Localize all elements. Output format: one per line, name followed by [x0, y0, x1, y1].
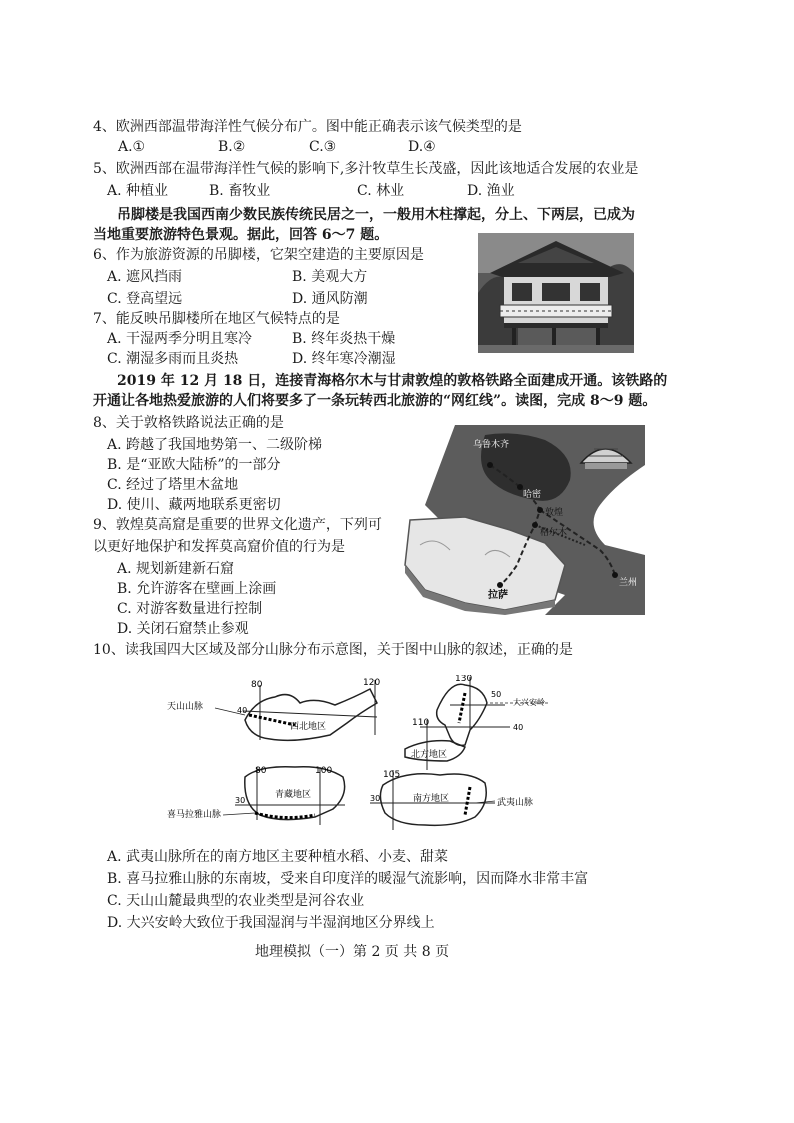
south-lon: 105	[383, 770, 401, 780]
city-golmud: 格尔木	[540, 528, 568, 538]
passage2-line2: 开通让各地热爱旅游的人们将要多了一条玩转西北旅游的“网红线”。读图，完成 8～9 题。	[93, 393, 657, 409]
city-hami: 哈密	[523, 490, 542, 500]
q9-option-b[interactable]: B. 允许游客在壁画上涂画	[117, 581, 277, 597]
q5-option-a[interactable]: A. 种植业	[107, 183, 169, 199]
q6-option-a[interactable]: A. 遮风挡雨	[107, 269, 183, 285]
qz-lon2: 100	[315, 766, 333, 776]
q4-stem: 4、欧洲西部温带海洋性气候分布广。图中能正确表示该气候类型的是	[93, 119, 522, 135]
south-region-label: 南方地区	[413, 794, 450, 804]
q4-option-a[interactable]: A.①	[118, 139, 146, 155]
q8-option-a[interactable]: A. 跨越了我国地势第一、二级阶梯	[107, 437, 323, 453]
q6-option-c[interactable]: C. 登高望远	[107, 291, 183, 307]
north-lon1: 130	[455, 675, 473, 684]
q4-option-c[interactable]: C.③	[309, 139, 337, 155]
q5-option-d[interactable]: D. 渔业	[467, 183, 515, 199]
q5-option-c[interactable]: C. 林业	[357, 183, 405, 199]
q6-option-d[interactable]: D. 通风防潮	[292, 291, 368, 307]
q7-option-b[interactable]: B. 终年炎热干燥	[292, 331, 396, 347]
qz-lon1: 80	[255, 766, 267, 776]
north-lat2: 40	[513, 723, 524, 732]
south-region	[370, 770, 533, 830]
q9-stem-line1: 9、敦煌莫高窟是重要的世界文化遗产，下列可	[93, 517, 382, 533]
nw-region-label: 西北地区	[290, 722, 327, 732]
q7-option-a[interactable]: A. 干湿两季分明且寒冷	[107, 331, 253, 347]
nw-lon2: 120	[363, 678, 381, 688]
q6-stem: 6、作为旅游资源的吊脚楼，它架空建造的主要原因是	[93, 247, 424, 263]
himalaya-label: 喜马拉雅山脉	[167, 810, 222, 820]
north-region	[405, 675, 550, 770]
passage1-line2: 当地重要旅游特色景观。据此，回答 6～7 题。	[93, 227, 389, 243]
north-lat1: 50	[491, 690, 502, 699]
wuyi-label: 武夷山脉	[497, 798, 534, 808]
q10-option-b[interactable]: B. 喜马拉雅山脉的东南坡，受来自印度洋的暖湿气流影响，因而降水非常丰富	[107, 871, 589, 887]
daxinganling-label: 大兴安岭	[513, 698, 545, 707]
nw-lon1: 80	[251, 680, 263, 690]
q4-option-d[interactable]: D.④	[408, 139, 436, 155]
q9-option-c[interactable]: C. 对游客数量进行控制	[117, 601, 263, 617]
q4-option-b[interactable]: B.②	[218, 139, 246, 155]
city-lhasa: 拉萨	[488, 590, 508, 601]
q5-option-b[interactable]: B. 畜牧业	[209, 183, 271, 199]
qz-region-label: 青藏地区	[275, 790, 312, 800]
city-lanzhou: 兰州	[619, 578, 638, 588]
stilt-house-photo	[478, 233, 634, 353]
q10-stem: 10、读我国四大区域及部分山脉分布示意图，关于图中山脉的叙述，正确的是	[93, 642, 573, 658]
q5-stem: 5、欧洲西部在温带海洋性气候的影响下,多汁牧草生长茂盛，因此该地适合发展的农业是	[93, 161, 639, 177]
q7-option-d[interactable]: D. 终年寒冷潮湿	[292, 351, 396, 367]
passage1-line1: 吊脚楼是我国西南少数民族传统民居之一，一般用木柱撑起，分上、下两层，已成为	[117, 207, 635, 223]
page-footer: 地理模拟（一）第 2 页 共 8 页	[255, 944, 450, 960]
q10-option-c[interactable]: C. 天山山麓最典型的农业类型是河谷农业	[107, 893, 365, 909]
south-lat: 30	[370, 794, 381, 803]
passage2-line1: 2019 年 12 月 18 日，连接青海格尔木与甘肃敦煌的敦格铁路全面建成开通。该铁路的	[117, 373, 668, 389]
q6-option-b[interactable]: B. 美观大方	[292, 269, 368, 285]
northwest-region	[167, 678, 380, 740]
q10-option-d[interactable]: D. 大兴安岭大致位于我国湿润与半湿润地区分界线上	[107, 915, 435, 931]
railway-map	[395, 425, 645, 615]
q7-option-c[interactable]: C. 潮湿多雨而且炎热	[107, 351, 239, 367]
nw-lat: 40	[237, 706, 248, 715]
q9-option-d[interactable]: D. 关闭石窟禁止参观	[117, 621, 249, 637]
north-region-label: 北方地区	[411, 750, 448, 760]
q8-option-c[interactable]: C. 经过了塔里木盆地	[107, 477, 239, 493]
four-regions-map	[165, 675, 565, 845]
qz-lat: 30	[235, 796, 246, 805]
tianshan-label: 天山山脉	[167, 702, 204, 712]
q7-stem: 7、能反映吊脚楼所在地区气候特点的是	[93, 311, 340, 327]
q8-option-b[interactable]: B. 是“亚欧大陆桥”的一部分	[107, 457, 281, 473]
city-dunhuang: 敦煌	[545, 508, 564, 518]
q8-option-d[interactable]: D. 使川、藏两地联系更密切	[107, 497, 281, 513]
q10-option-a[interactable]: A. 武夷山脉所在的南方地区主要种植水稻、小麦、甜菜	[107, 849, 449, 865]
qinghai-tibet-region	[167, 766, 345, 825]
q8-stem: 8、关于敦格铁路说法正确的是	[93, 415, 284, 431]
city-urumqi: 乌鲁木齐	[473, 440, 510, 450]
q9-stem-line2: 以更好地保护和发挥莫高窟价值的行为是	[93, 539, 345, 555]
north-lon2: 110	[412, 718, 430, 728]
q9-option-a[interactable]: A. 规划新建新石窟	[117, 561, 235, 577]
